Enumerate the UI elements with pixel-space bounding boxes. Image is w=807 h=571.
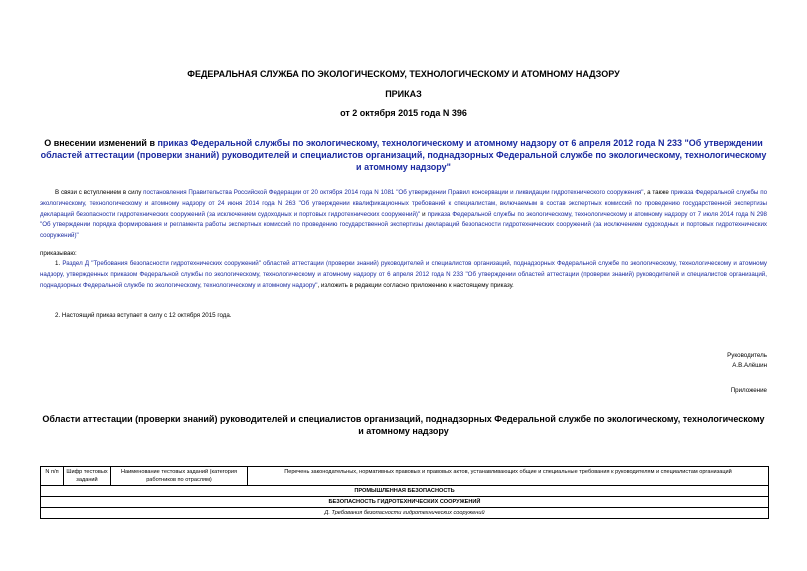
attestation-table (40, 466, 769, 519)
order-233-link[interactable]: приказ Федеральной службы по экологическому, технологическому и атомному надзору от 6 апреля 2012 года N 233 "Об утверждении областей аттестации (проверки знаний) руководителей и специалистов организаций, поднадзорных Федеральной службе по экологическому, технологическому и атомному надзору" (40, 138, 767, 172)
table-row (41, 508, 769, 519)
section-hydrotechnical-safety: БЕЗОПАСНОСТЬ ГИДРОТЕХНИЧЕСКИХ СООРУЖЕНИЙ (41, 497, 769, 508)
header-number: N п/п (41, 467, 64, 486)
preamble-text-2: , а также (643, 189, 671, 196)
document-date-number: от 2 октября 2015 года N 396 (340, 108, 467, 118)
preamble-paragraph (40, 188, 767, 242)
signature-name: А.В.Алёшин (732, 362, 767, 369)
header-acts-list: Перечень законодательных, нормативных правовых и правовых актов, устанавливающих общие и специальные требования к руководителям и специалистам организаций (248, 467, 769, 486)
table-row (41, 497, 769, 508)
item-2-paragraph: 2. Настоящий приказ вступает в силу с 12 октября 2015 года. (55, 312, 232, 319)
section-industrial-safety: ПРОМЫШЛЕННАЯ БЕЗОПАСНОСТЬ (41, 486, 769, 497)
signature-role: Руководитель (727, 352, 767, 359)
table-row (41, 486, 769, 497)
appendix-title: Области аттестации (проверки знаний) руководителей и специалистов организаций, поднадзорных Федеральной службе по экологическому, технологическому и атомному надзору (42, 414, 765, 436)
signature-block (727, 351, 767, 371)
preamble-text-3: и (420, 210, 428, 218)
order-word: приказываю: (40, 250, 77, 257)
agency-heading: ФЕДЕРАЛЬНАЯ СЛУЖБА ПО ЭКОЛОГИЧЕСКОМУ, ТЕХНОЛОГИЧЕСКОМУ И АТОМНОМУ НАДЗОРУ (187, 69, 620, 79)
document-type: ПРИКАЗ (385, 89, 422, 99)
item-1-number: 1. (55, 260, 63, 267)
subject-prefix: О внесении изменений в (44, 138, 158, 148)
decree-1081-link[interactable]: постановления Правительства Российской Федерации от 20 октября 2014 года N 1081 "Об утверждении Правил консервации и ликвидации гидротехнического сооружения" (143, 189, 644, 196)
order-298-link[interactable]: приказа Федеральной службы по экологическому, технологическому и атомному надзору от 7 июля 2014 года N 298 "Об утверждении порядка формирования и регламента работы экспертных комиссий по проведению государственной экспертизы деклараций безопасности гидротехнических сооружений (за исключением судоходных и портовых гидротехнических сооружений)" (40, 210, 767, 240)
section-d-link[interactable]: Раздел Д "Требования безопасности гидротехнических сооружений" областей аттестации (проверки знаний) руководителей и специалистов организаций, поднадзорных Федеральной службе по экологическому, технологическому и атомному надзору, утвержденных приказом Федеральной службы по экологическому, технологическому и атомному надзору от 6 апреля 2012 года N 233 "Об утверждении областей аттестации (проверки знаний) руководителей и специалистов организаций, поднадзорных Федеральной службе по экологическому, технологическому и атомному надзору" (40, 260, 767, 289)
item-1-paragraph (40, 259, 767, 291)
document-subject (40, 137, 767, 173)
order-263-link[interactable]: приказа Федеральной службы по экологическому, технологическому и атомному надзору от 24 июня 2014 года N 263 "Об утверждении квалификационных требований к специалистам, включаемым в состав экспертных комиссий по проведению государственной экспертизы деклараций безопасности гидротехнических сооружений (за исключением судоходных и портовых гидротехнических сооружений)" (40, 189, 768, 218)
appendix-label: Приложение (730, 387, 767, 394)
preamble-text-1: В связи с вступлением в силу (55, 189, 144, 196)
table-header-row (41, 467, 769, 486)
header-code: Шифр тестовых заданий (64, 467, 111, 486)
section-d-requirements: Д. Требования безопасности гидротехнических сооружений (41, 508, 769, 519)
item-1-text: , изложить в редакции согласно приложению к настоящему приказу. (317, 281, 514, 289)
header-test-name: Наименование тестовых заданий (категория работников по отраслям) (111, 467, 248, 486)
